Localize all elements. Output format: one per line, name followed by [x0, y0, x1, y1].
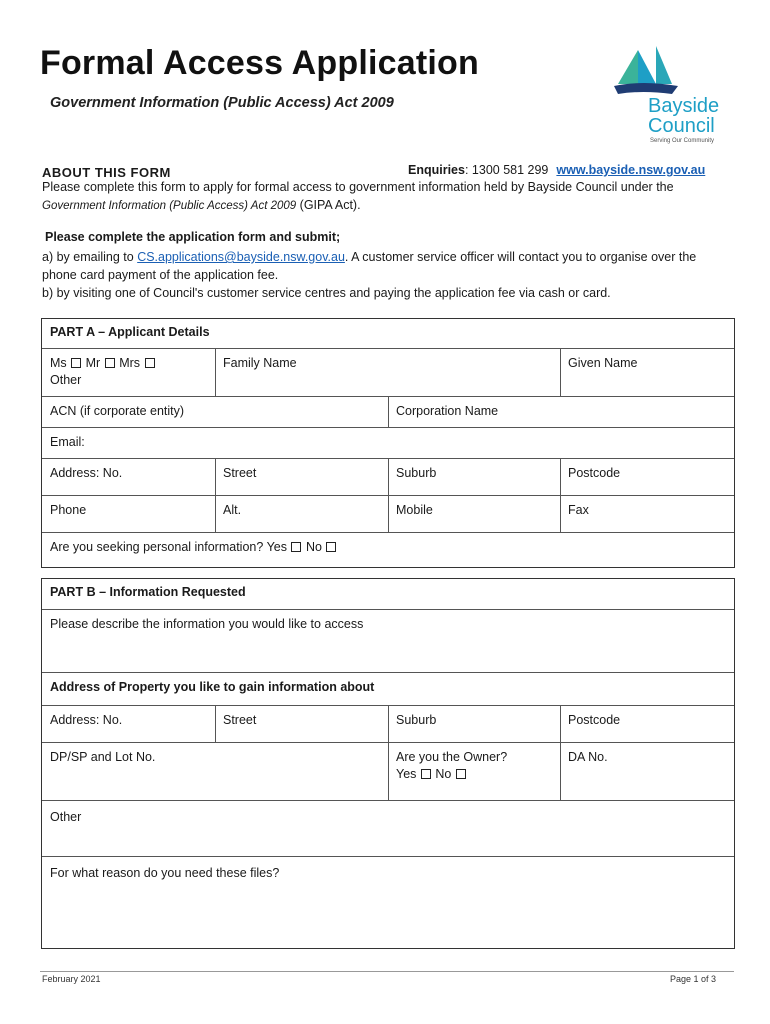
dp-lot-field[interactable]: DP/SP and Lot No.	[50, 750, 156, 764]
family-name-field[interactable]: Family Name	[223, 356, 297, 370]
property-suburb-field[interactable]: Suburb	[396, 713, 437, 727]
page-subtitle: Government Information (Public Access) Act 2009	[50, 95, 394, 111]
bayside-council-logo	[612, 44, 730, 148]
option-a-prefix: a) by emailing to	[42, 250, 138, 264]
email-link[interactable]: CS.applications@bayside.nsw.gov.au	[137, 250, 345, 264]
suburb-field[interactable]: Suburb	[396, 466, 437, 480]
enquiries-phone: : 1300 581 299	[464, 163, 549, 177]
alt-phone-field[interactable]: Alt.	[223, 503, 242, 517]
title-mrs-label: Mrs	[119, 356, 141, 370]
fax-field[interactable]: Fax	[568, 503, 589, 517]
property-postcode-field[interactable]: Postcode	[568, 713, 621, 727]
submit-options	[42, 248, 734, 302]
owner-no-checkbox[interactable]	[456, 769, 466, 779]
given-name-field[interactable]: Given Name	[568, 356, 638, 370]
personal-no-label: No	[305, 540, 322, 554]
logo-tagline: Serving Our Community	[650, 138, 715, 144]
postcode-field[interactable]: Postcode	[568, 466, 621, 480]
intro-tail: (GIPA Act).	[296, 198, 361, 212]
intro-act: Government Information (Public Access) Act 2009	[42, 200, 297, 212]
mrs-checkbox[interactable]	[145, 358, 155, 368]
part-b-table	[41, 578, 735, 949]
footer-page-number: Page 1 of 3	[670, 974, 717, 984]
corporation-name-field[interactable]: Corporation Name	[396, 404, 499, 418]
ms-checkbox[interactable]	[71, 358, 81, 368]
title-options	[42, 349, 215, 396]
email-field[interactable]: Email:	[50, 435, 85, 449]
logo-name-line2: Council	[648, 115, 715, 137]
footer-date: February 2021	[42, 974, 101, 984]
mobile-field[interactable]: Mobile	[396, 503, 433, 517]
property-street-field[interactable]: Street	[223, 713, 257, 727]
page-title: Formal Access Application	[40, 44, 479, 82]
personal-info-label: Are you seeking personal information? Yes	[50, 540, 287, 554]
phone-field[interactable]: Phone	[50, 503, 87, 517]
owner-label: Are you the Owner?	[396, 750, 508, 764]
owner-yes-checkbox[interactable]	[421, 769, 431, 779]
property-heading: Address of Property you like to gain information about	[50, 680, 375, 694]
submit-heading: Please complete the application form and submit;	[45, 230, 341, 244]
personal-info-question	[42, 533, 734, 568]
intro-text: Please complete this form to apply for formal access to government information held by Bayside Council under the	[42, 180, 674, 194]
personal-yes-checkbox[interactable]	[291, 542, 301, 552]
part-a-heading: PART A – Applicant Details	[50, 325, 210, 339]
acn-field[interactable]: ACN (if corporate entity)	[50, 404, 185, 418]
owner-yes-label: Yes	[396, 767, 417, 781]
option-b: b) by visiting one of Council's customer service centres and paying the application fee via cash or card.	[42, 286, 611, 300]
da-no-field[interactable]: DA No.	[568, 750, 608, 764]
enquiries-label: Enquiries	[408, 163, 465, 177]
owner-question	[388, 743, 560, 800]
option-a-suffix: . A customer service officer will contact you to organise over the phone card payment of the application fee.	[42, 250, 697, 282]
owner-no-label: No	[435, 767, 452, 781]
other-field[interactable]: Other	[50, 810, 82, 824]
title-other-label: Other	[50, 373, 82, 387]
part-b-heading: PART B – Information Requested	[50, 585, 246, 599]
logo-name-line1: Bayside	[648, 95, 720, 117]
enquiries-line	[408, 163, 705, 177]
describe-info-field[interactable]: Please describe the information you would like to access	[50, 617, 364, 631]
footer-divider	[40, 971, 734, 972]
title-ms-label: Ms	[50, 356, 67, 370]
about-heading: ABOUT THIS FORM	[42, 165, 171, 180]
personal-no-checkbox[interactable]	[326, 542, 336, 552]
part-a-table	[41, 318, 735, 568]
website-link[interactable]: www.bayside.nsw.gov.au	[556, 163, 706, 177]
title-mr-label: Mr	[85, 356, 101, 370]
street-field[interactable]: Street	[223, 466, 257, 480]
address-no-field[interactable]: Address: No.	[50, 466, 123, 480]
reason-field[interactable]: For what reason do you need these files?	[50, 866, 280, 880]
property-address-no-field[interactable]: Address: No.	[50, 713, 123, 727]
mr-checkbox[interactable]	[105, 358, 115, 368]
intro-paragraph	[42, 178, 734, 215]
